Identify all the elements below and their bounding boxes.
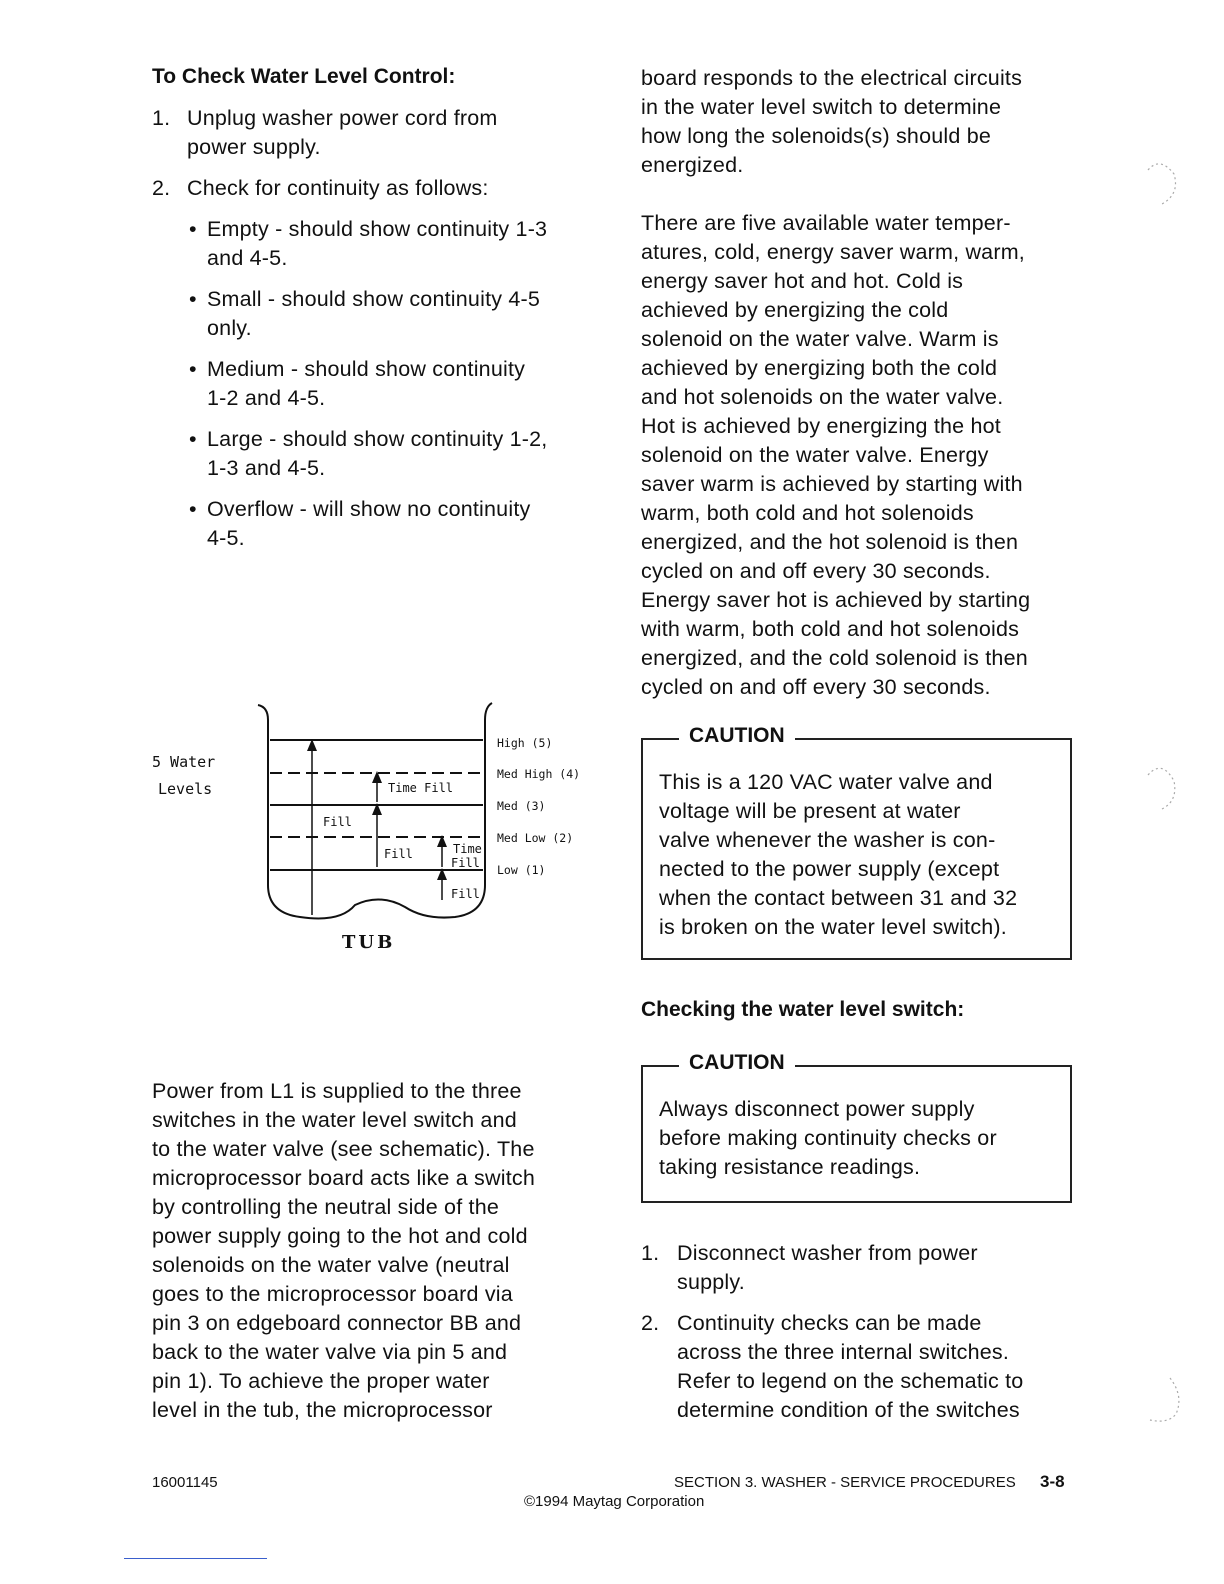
side-label-levels: Levels [158, 780, 213, 798]
solenoid-paragraph: board responds to the electrical circuits in the water level switch to determine how long the solenoids(s) should be energized. [641, 66, 1023, 177]
level-label-med-low: Med Low (2) [497, 831, 574, 845]
right-steps-list [641, 1239, 1091, 1425]
time-fill-label: Time Fill [388, 781, 454, 795]
temperatures-paragraph: There are five available water temper- atures, cold, energy saver warm, warm, energy saver hot and hot. Cold is achieved by energizing the cold solenoid on the water valve. Warm is achieved by energizing both the cold and hot solenoids on the water valve. Hot is achieved by energizing the hot solenoid on the water valve. Energy saver warm is achieved by starting with warm, both cold and hot solenoids energized, and the hot solenoid is then cycled on and off every 30 seconds. Energy saver hot is achieved by starting with warm, both cold and hot solenoids energized, and the cold solenoid is then cycled on and off every 30 seconds. [641, 211, 1031, 699]
step-line: Check for continuity as follows: [187, 176, 489, 200]
fill-label: Fill [323, 815, 352, 829]
step-number: 2. [641, 1311, 660, 1335]
level-label-high: High (5) [497, 736, 553, 750]
list-item: 2. Continuity checks can be made across the three internal switches. Refer to legend on the schematic to determine condition of the switches [641, 1311, 1024, 1422]
bullet-empty: • Empty - should show continuity 1-3 and 4-5. [187, 215, 602, 273]
bullet-medium: • Medium - should show continuity 1-2 and 4-5. [187, 355, 602, 413]
time-label: Time [453, 842, 482, 856]
doc-number: 16001145 [152, 1474, 218, 1491]
side-label-water: 5 Water [152, 753, 216, 771]
caution-box-disconnect [641, 1051, 1072, 1203]
continuity-bullets [152, 215, 602, 553]
step-line: Unplug washer power cord from [187, 106, 498, 130]
fill-label-2: Fill [384, 847, 413, 861]
step-number: 1. [641, 1241, 660, 1265]
section-title: SECTION 3. WASHER - SERVICE PROCEDURES [674, 1474, 1016, 1491]
copyright: ©1994 Maytag Corporation [524, 1493, 705, 1510]
bullet-small: • Small - should show continuity 4-5 only. [187, 285, 602, 343]
level-label-med: Med (3) [497, 799, 546, 813]
water-levels-diagram [140, 695, 610, 965]
step-number: 1. [152, 106, 171, 130]
caution-label: CAUTION [679, 724, 795, 748]
list-item: 1. Disconnect washer from power supply. [641, 1241, 978, 1294]
check-water-level-heading: To Check Water Level Control: [152, 65, 456, 88]
tub-diagram-svg [140, 695, 610, 965]
step-line: power supply. [187, 135, 321, 159]
caution-text: This is a 120 VAC water valve and voltage will be present at water valve whenever the washer is con- nected to the power supply (except when the contact between 31 and 32 is broken on the water level switch). [659, 770, 1018, 939]
caution-box-voltage [641, 724, 1072, 960]
list-item [152, 174, 602, 203]
level-label-low: Low (1) [497, 863, 546, 877]
scan-underline [124, 1558, 267, 1559]
left-steps-list [152, 104, 602, 565]
caution-label: CAUTION [679, 1051, 795, 1075]
list-item [152, 104, 602, 162]
level-label-med-high: Med High (4) [497, 767, 581, 781]
binder-hole-icon [1140, 755, 1190, 825]
power-paragraph: Power from L1 is supplied to the three switches in the water level switch and to the water valve (see schematic). The microprocessor board acts like a switch by controlling the neutral side of the power supply going to the hot and cold solenoids on the water valve (neutral goes to the microprocessor board via pin 3 on edgeboard connector BB and back to the water valve via pin 5 and pin 1). To achieve the proper water level in the tub, the microprocessor [152, 1079, 535, 1422]
tub-label: TUB [342, 932, 396, 953]
fill-label-4: Fill [451, 887, 480, 901]
caution-text: Always disconnect power supply before making continuity checks or taking resistance readings. [659, 1097, 997, 1179]
bullet-large: • Large - should show continuity 1-2, 1-3 and 4-5. [187, 425, 602, 483]
bullet-overflow: • Overflow - will show no continuity 4-5. [187, 495, 602, 553]
step-number: 2. [152, 176, 171, 200]
binder-hole-icon [1140, 150, 1190, 220]
fill-label-3: Fill [451, 856, 480, 870]
page-number: 3-8 [1040, 1472, 1065, 1491]
checking-switch-heading: Checking the water level switch: [641, 998, 965, 1021]
binder-hole-icon [1140, 1370, 1190, 1440]
